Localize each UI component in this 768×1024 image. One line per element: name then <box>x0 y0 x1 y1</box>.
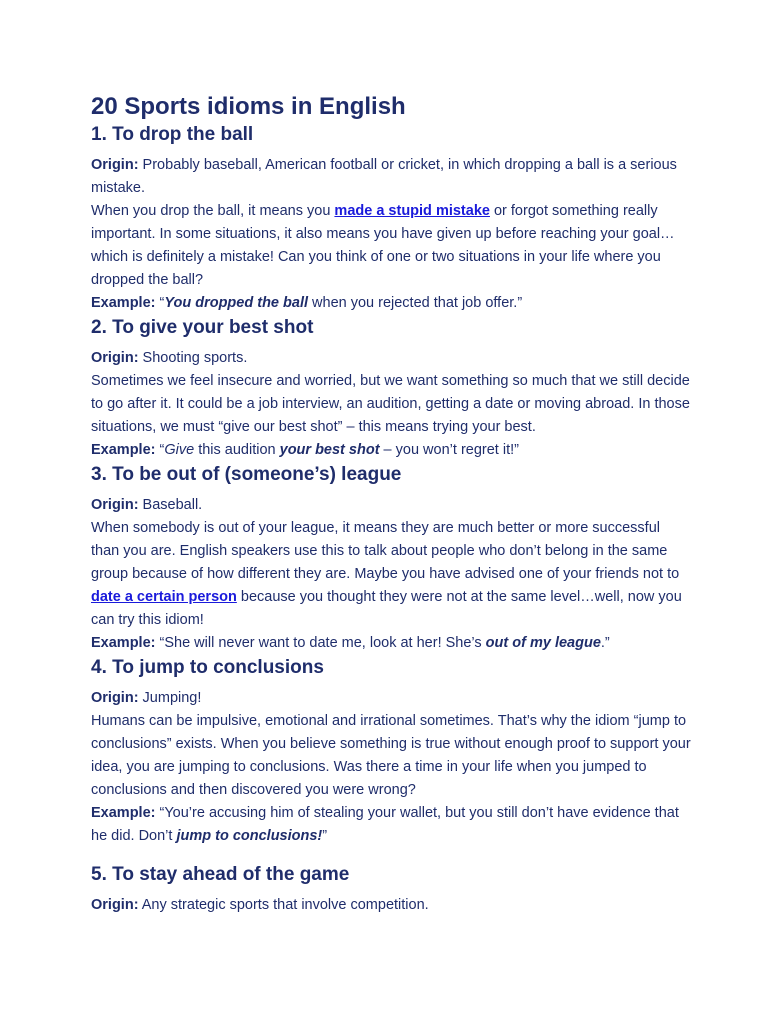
section-1-heading: 1. To drop the ball <box>91 124 254 145</box>
section-2-heading: 2. To give your best shot <box>91 317 314 338</box>
origin-label: Origin: <box>91 350 139 366</box>
document-page <box>91 92 691 917</box>
section-3-example: Example: “She will never want to date me, look at her! She’s out of my league.” <box>91 635 610 651</box>
section-2-body: Sometimes we feel insecure and worried, but we want something so much that we still decide to go after it. It could be a job interview, an audition, getting a date or moving abroad. In those situations, we must “give our best shot” – this means trying your best. <box>91 373 690 435</box>
page-title: 20 Sports idioms in English <box>91 93 406 120</box>
section-4-origin: Origin: Jumping! <box>91 690 202 706</box>
section-5-origin: Origin: Any strategic sports that involve competition. <box>91 897 429 913</box>
date-a-certain-person-link[interactable]: date a certain person <box>91 589 237 605</box>
example-label: Example: <box>91 442 156 458</box>
section-2-example: Example: “Give this audition your best shot – you won’t regret it!” <box>91 442 519 458</box>
section-1-example: Example: “You dropped the ball when you rejected that job offer.” <box>91 295 523 311</box>
section-1-origin: Origin: Probably baseball, American football or cricket, in which dropping a ball is a serious mistake. <box>91 157 677 196</box>
section-4-heading: 4. To jump to conclusions <box>91 657 324 678</box>
section-spacer <box>91 848 691 862</box>
section-3-heading: 3. To be out of (someone’s) league <box>91 464 402 485</box>
section-3-body: When somebody is out of your league, it means they are much better or more successful than you are. English speakers use this to talk about people who don’t belong in the same group because of how different they are. Maybe you have advised one of your friends not to date a certain person because you thought they were not at the same level…well, now you can try this idiom! <box>91 520 682 628</box>
origin-label: Origin: <box>91 497 139 513</box>
origin-label: Origin: <box>91 157 139 173</box>
origin-label: Origin: <box>91 690 139 706</box>
section-5-heading: 5. To stay ahead of the game <box>91 864 350 885</box>
section-1-body: When you drop the ball, it means you made a stupid mistake or forgot something really important. In some situations, it also means you have given up before reaching your goal… which is definitely a mistake! Can you think of one or two situations in your life where you dropped the ball? <box>91 203 675 288</box>
section-4-body: Humans can be impulsive, emotional and irrational sometimes. That’s why the idiom “jump to conclusions” exists. When you believe something is true without enough proof to support your idea, you are jumping to conclusions. Was there a time in your life when you jumped to conclusions and then discovered you were wrong? <box>91 713 691 798</box>
section-3-origin: Origin: Baseball. <box>91 497 203 513</box>
example-label: Example: <box>91 805 156 821</box>
made-a-stupid-mistake-link[interactable]: made a stupid mistake <box>334 203 490 219</box>
origin-label: Origin: <box>91 897 139 913</box>
section-4-example: Example: “You’re accusing him of stealing your wallet, but you still don’t have evidence that he did. Don’t jump to conclusions!” <box>91 805 679 844</box>
example-label: Example: <box>91 635 156 651</box>
section-2-origin: Origin: Shooting sports. <box>91 350 248 366</box>
example-label: Example: <box>91 295 156 311</box>
